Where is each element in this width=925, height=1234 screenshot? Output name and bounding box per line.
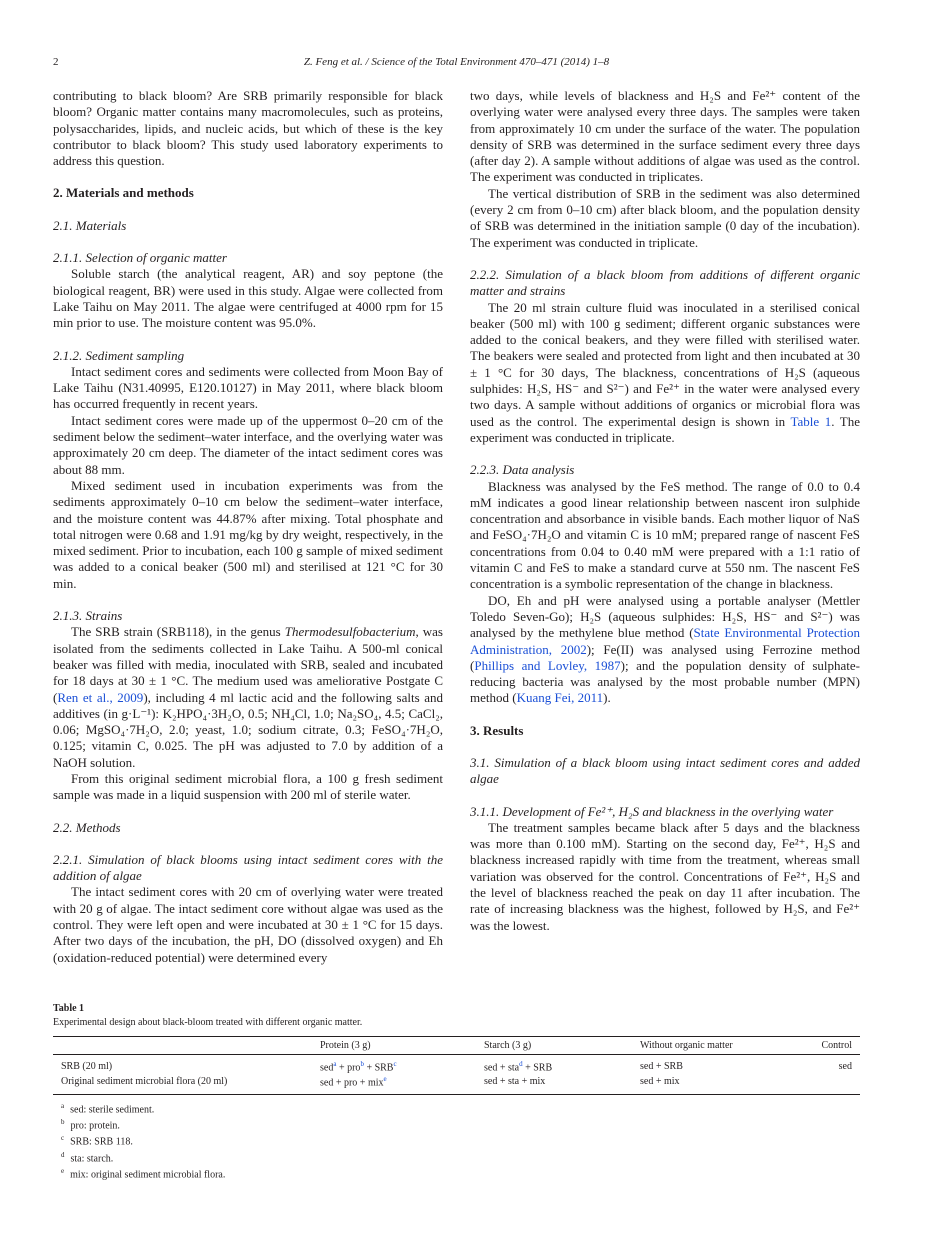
citation-link[interactable]: Kuang Fei, 2011 [516,690,604,706]
italic-text: Thermodesulfobacterium [284,624,416,640]
left-column [53,88,443,966]
paragraph [470,820,860,934]
footnote-ref[interactable]: e [383,1075,387,1084]
table-footnotes [53,1100,860,1182]
paragraph [470,593,860,707]
paragraph [470,479,860,593]
citation-link[interactable]: Phillips and Lovley, 1987 [474,657,621,673]
text-run: 2.1. Materials [53,217,127,233]
text-run: 2.2.1. Simulation of black blooms using intact sediment cores with the addition of algae [53,851,443,884]
footnote-text: mix: original sediment microbial flora. [70,1169,226,1181]
subsubsection-heading [53,852,443,885]
table-1 [53,1003,860,1181]
section-heading [470,723,860,739]
text-run: DO, Eh and pH were analysed using a portable analyser (Mettler Toledo Seven-Go); H₂S (aqueous sulphides: H₂S, HS⁻ and S²⁻) was analysed by the methylene blue method ( [470,592,860,641]
table-row [53,1074,860,1094]
text-run: 2. Materials and methods [53,185,194,201]
text-run: ); and the population density of sulphate-reducing bacteria was analysed by the most probable number (MPN) method ( [470,657,860,706]
table-cell: sed + mix [640,1076,680,1088]
text-run: , was isolated from the sediments collected in Lake Taihu. A 500-ml conical beaker was filled with media, inoculated with SRB, sealed and incubated for 18 days at 30 ± 1 °C. The medium used was ameliorative Postgate C ( [53,624,443,705]
footnote-mark: b [61,1117,65,1126]
footnote-mark: a [61,1101,65,1110]
column-header: Control [821,1040,852,1051]
footnote-text: pro: protein. [70,1120,120,1132]
subsubsection-heading [470,804,860,820]
text-run: The intact sediment cores with 20 cm of overlying water were treated with 20 g of algae. The intact sediment core without algae was used as the control. They were left open and were incubated at 30 ± 1 °C for 15 days. After two days of the incubation, the pH, DO (dissolved oxygen) and Eh (oxidation-reduced potential) were determined every [53,884,443,965]
row-label: Original sediment microbial flora (20 ml) [61,1076,228,1088]
subsection-heading [53,820,443,836]
citation-link[interactable]: Table 1 [790,413,832,429]
footnote-text: sed: sterile sediment. [70,1103,155,1115]
footnote [61,1165,860,1181]
table-cell: sed + SRB [640,1061,683,1073]
footnote-ref[interactable]: a [333,1060,337,1068]
design-table [53,1036,860,1095]
text-run: 2.2.2. Simulation of a black bloom from additions of different organic matter and strains [470,266,860,299]
paragraph [53,884,443,965]
text-run: The vertical distribution of SRB in the sediment was also determined (every 2 cm from 0–10 cm) after black bloom, and the population density of SRB was determined in the initiation sample (0 day of the incubation). The experiment was conducted in triplicate. [470,185,860,250]
table-cell [792,1074,860,1094]
text-run: ); Fe(II) was analysed using Ferrozine method ( [470,641,860,673]
text-run: Blackness was analysed by the FeS method. The range of 0.0 to 0.4 mM indicates a good linear relationship between nascent iron sulphide concentration and absorbance in visible bands. Each mother liquor of NaS and FeSO₄·7H₂O and vitamin C is 10 mM; prepared range of nascent FeS concentrations from 0.04 to 0.40 mM were prepared with a 1:1 ratio of vitamin C and FeS to make a standard curve at 550 nm. The nascent FeS concentration is a symbolic representation of the change in blackness. [470,478,860,592]
text-run: ). [603,690,611,706]
row-label: SRB (20 ml) [61,1061,113,1073]
paragraph [53,413,443,478]
cell-text: sed [320,1062,334,1074]
text-run: From this original sediment microbial flora, a 100 g fresh sediment sample was made in a liquid suspension with 200 ml of sterile water. [53,770,443,803]
footnote [61,1100,860,1116]
table-cell [312,1055,476,1075]
subsubsection-heading [470,267,860,300]
cell-text: + pro [336,1062,361,1074]
cell-text: + SRB [363,1062,394,1074]
cell-text: sed + sta + mix [484,1076,546,1088]
column-header: Protein (3 g) [320,1040,371,1051]
paragraph [470,300,860,447]
table-cell: sed [838,1061,852,1073]
journal-citation: Z. Feng et al. / Science of the Total Environment 470–471 (2014) 1–8 [303,56,610,68]
text-run: The treatment samples became black after 5 days and the blackness was more than 0.100 mM). Starting on the second day, Fe²⁺, H₂S and blackness increased rapidly with time from the treatment, whereas small variation was observed for the control. Concentrations of Fe²⁺, H₂S and the level of blackness reached the peak on day 11 after incubation. The rate of increasing blackness was the highest, followed by H₂S, and Fe²⁺ was the lowest. [470,819,860,933]
text-run: contributing to black bloom? Are SRB primarily responsible for black bloom? Organic matter contains many macromolecules, such as proteins, polysaccharides, lipids, and nucleic acids, but which of these is the key contributor to black bloom? This study used laboratory experiments to address this question. [53,88,443,169]
text-run: 2.1.1. Selection of organic matter [53,250,227,266]
citation-link[interactable]: Ren et al., 2009 [57,689,144,705]
cell-text: sed + sta [484,1062,520,1074]
table-cell [476,1074,632,1094]
text-run: The SRB strain (SRB118), in the genus [71,624,285,640]
right-column [470,88,860,934]
column-header: Starch (3 g) [484,1040,532,1051]
table-caption: Table 1 [53,1003,85,1014]
subsection-heading [53,218,443,234]
text-run: 2.2. Methods [53,819,121,835]
text-run: 3.1.1. Development of Fe²⁺, H₂S and blackness in the overlying water [470,803,834,819]
text-run: two days, while levels of blackness and H₂S and Fe²⁺ content of the overlying water were analysed every three days. The samples were taken from approximately 10 cm under the surface of the water. The population density of SRB was determined in the surface sediment every three days (after day 2). A sample without additions of algae was used as the control. The experiment was conducted in triplicates. [470,88,860,185]
footnote-mark: e [61,1166,65,1175]
text-run: Mixed sediment used in incubation experiments was from the sediments approximately 0–10 cm below the sediment–water interface, and the moisture content was 44.87% after mixing. Total phosphate and total nitrogen were 0.68 and 1.91 mg/kg by dry weight, respectively, in the mixed sediment. Prior to incubation, each 100 g sample of mixed sediment was added to a conical beaker (500 ml) and sterilised at 121 °C for 30 min. [53,477,443,591]
text-run: . The experiment was conducted in triplicate. [470,413,861,445]
paragraph [470,88,860,186]
column-header: Without organic matter [640,1040,733,1051]
footnote [61,1149,860,1165]
paragraph [53,266,443,331]
text-run: 2.1.3. Strains [53,608,123,624]
table-row [53,1055,860,1075]
text-run: 2.2.3. Data analysis [470,462,575,478]
subsection-heading [470,755,860,788]
paragraph [53,88,443,169]
text-run: The 20 ml strain culture fluid was inoculated in a sterilised conical beaker (500 ml) with 100 g sediment; different organic substances were added to the conical beakers, and they were filled with sterilised water. The beakers were sealed and protected from light and then incubated at 30 ± 1 °C for 30 days, The blackness, concentrations of H₂S (aqueous sulphides: H₂S, HS⁻ and S²⁻) and Fe²⁺ in the water were analysed every two days. A sample without additions of organics or microbial flora was used as the control. The experimental design is shown in [470,299,860,429]
citation-link[interactable]: State Environmental Protection Administration, 2002 [470,625,861,657]
paragraph [53,624,443,771]
column-header [53,1037,312,1055]
table-cell [476,1055,632,1075]
footnote-ref[interactable]: d [519,1060,523,1068]
cell-text: sed + pro + mix [320,1077,384,1089]
footnote [61,1116,860,1132]
footnote-mark: d [61,1150,65,1159]
text-run: Intact sediment cores were made up of the uppermost 0–20 cm of the sediment below the sediment–water interface, and the overlying water was approximately 20 cm deep. The diameter of the intact sediment cores was about 88 mm. [53,412,443,477]
text-run: Soluble starch (the analytical reagent, AR) and soy peptone (the biological reagent, BR) were used in this study. Algae were collected from Lake Taihu on May 2011. The algae were centrifuged at 4000 rpm for 15 min prior to use. The moisture content was 95.0%. [53,266,443,331]
paragraph [53,771,443,804]
subsubsection-heading [53,348,443,364]
text-run: 2.1.2. Sediment sampling [53,347,185,363]
table-header-row [53,1037,860,1055]
text-run: 3.1. Simulation of a black bloom using intact sediment cores and added algae [470,754,860,787]
cell-text: + SRB [522,1062,553,1074]
subsubsection-heading [53,250,443,266]
text-run: ), including 4 ml lactic acid and the following salts and additives (in g·L⁻¹): K₂HPO₄·3H₂O, 0.5; NH₄Cl, 1.0; Na₂SO₄, 4.5; CaCl₂, 0.06; MgSO₄·7H₂O, 2.0; yeast, 1.0; sodium citrate, 0.3; FeSO₄·7H₂O, 0.125; vitamin C, 0.025. The pH was adjusted to 7.0 by addition of a NaOH solution. [53,689,443,770]
footnote-text: sta: starch. [70,1152,114,1164]
subsubsection-heading [470,462,860,478]
table-description: Experimental design about black-bloom treated with different organic matter. [53,1017,363,1028]
footnote-mark: c [61,1134,65,1143]
footnote-ref[interactable]: b [360,1060,364,1068]
paragraph [53,478,443,592]
page-number: 2 [53,56,59,68]
paragraph [53,364,443,413]
text-run: Intact sediment cores and sediments were collected from Moon Bay of Lake Taihu (N31.40995, E120.10127) in May 2011, where black bloom has occurred frequently in recent years. [53,363,443,412]
section-heading [53,185,443,201]
footnote-ref[interactable]: c [393,1060,397,1068]
footnote [61,1132,860,1148]
table-cell [312,1074,476,1094]
footnote-text: SRB: SRB 118. [70,1136,133,1148]
subsubsection-heading [53,608,443,624]
text-run: 3. Results [470,722,524,738]
paragraph [470,186,860,251]
